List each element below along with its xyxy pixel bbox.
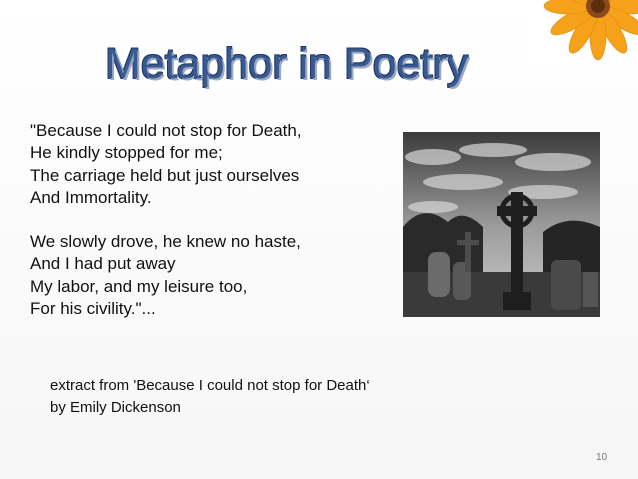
poem-line: We slowly drove, he knew no haste, [30,232,301,252]
poem-line: And I had put away [30,254,176,274]
slide-title: Metaphor in Poetry [105,40,469,88]
slide-number: 10 [596,452,608,463]
cemetery-photo [403,132,600,317]
poem-line: "Because I could not stop for Death, [30,121,302,140]
poem-line: My labor, and my leisure too, [30,276,248,296]
poem-line: The carriage held but just ourselves [30,165,300,185]
attribution-line-2: by Emily Dickenson [50,399,181,416]
flower-image [526,0,638,68]
poem-line: For his civility."... [30,299,156,319]
poem-text [30,120,302,320]
poem-attribution [50,375,370,419]
poem-line: And Immortality. [30,187,152,207]
attribution-line-1: extract from 'Because I could not stop for Death‘ [50,377,370,394]
poem-line: He kindly stopped for me; [30,143,223,163]
